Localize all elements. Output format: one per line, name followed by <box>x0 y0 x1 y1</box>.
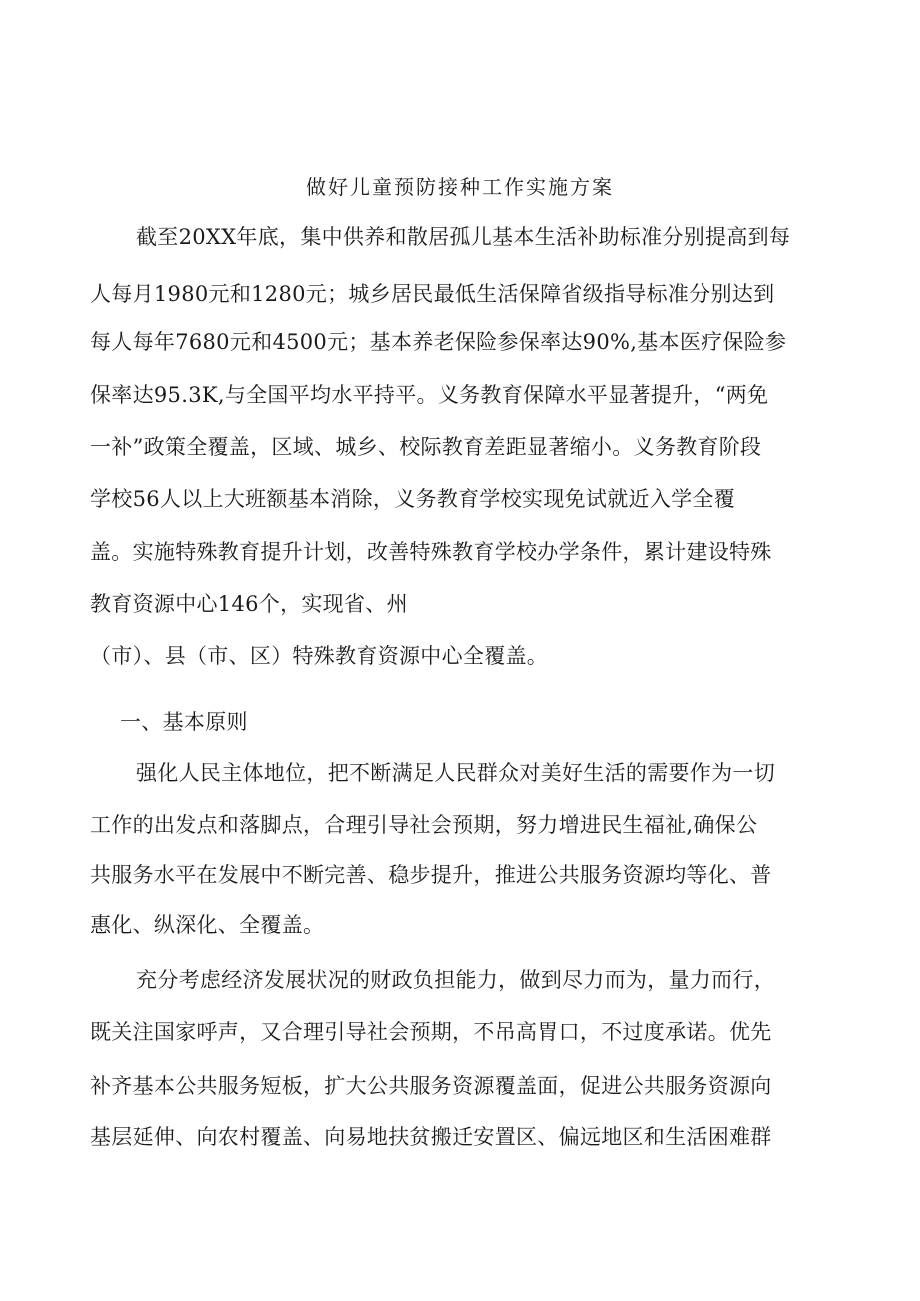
paragraph-line: 学校56人以上大班额基本消除，义务教育学校实现免试就近入学全覆 <box>90 487 736 511</box>
paragraph-line: 截至20XX年底，集中供养和散居孤儿基本生活补助标准分别提高到每 <box>136 225 791 249</box>
paragraph-line: 基层延伸、向农村覆盖、向易地扶贫搬迁安置区、偏远地区和生活困难群 <box>90 1125 772 1149</box>
paragraph-line: 强化人民主体地位，把不断满足人民群众对美好生活的需要作为一切 <box>136 761 775 785</box>
paragraph-line: 保率达95.3K,与全国平均水平持平。义务教育保障水平显著提升，“两免 <box>90 383 769 407</box>
paragraph-line: 充分考虑经济发展状况的财政负担能力，做到尽力而为，量力而行， <box>136 968 775 992</box>
paragraph-line: 教育资源中心146个，实现省、州 <box>90 592 408 616</box>
paragraph-line: 一补”政策全覆盖，区域、城乡、校际教育差距显著缩小。义务教育阶段 <box>90 435 762 459</box>
paragraph-line: 工作的出发点和落脚点，合理引导社会预期，努力增进民生福祉,确保公 <box>90 813 758 837</box>
paragraph-line: （市）、县（市、区）特殊教育资源中心全覆盖。 <box>90 644 549 668</box>
paragraph-line: 补齐基本公共服务短板，扩大公共服务资源覆盖面，促进公共服务资源向 <box>90 1074 772 1098</box>
paragraph-line: 人每月1980元和1280元；城乡居民最低生活保障省级指导标准分别达到 <box>90 282 775 306</box>
paragraph-line: 共服务水平在发展中不断完善、稳步提升，推进公共服务资源均等化、普 <box>90 863 772 887</box>
section-heading: 一、基本原则 <box>120 710 248 734</box>
paragraph-line: 惠化、纵深化、全覆盖。 <box>90 913 325 937</box>
paragraph-line: 盖。实施特殊教育提升计划，改善特殊教育学校办学条件，累计建设特殊 <box>90 540 772 564</box>
paragraph-line: 既关注国家呼声，又合理引导社会预期，不吊高胃口，不过度承诺。优先 <box>90 1020 772 1044</box>
paragraph-line: 每人每年7680元和4500元；基本养老保险参保率达90%,基本医疗保险参 <box>90 330 787 354</box>
document-title: 做好儿童预防接种工作实施方案 <box>306 175 614 199</box>
